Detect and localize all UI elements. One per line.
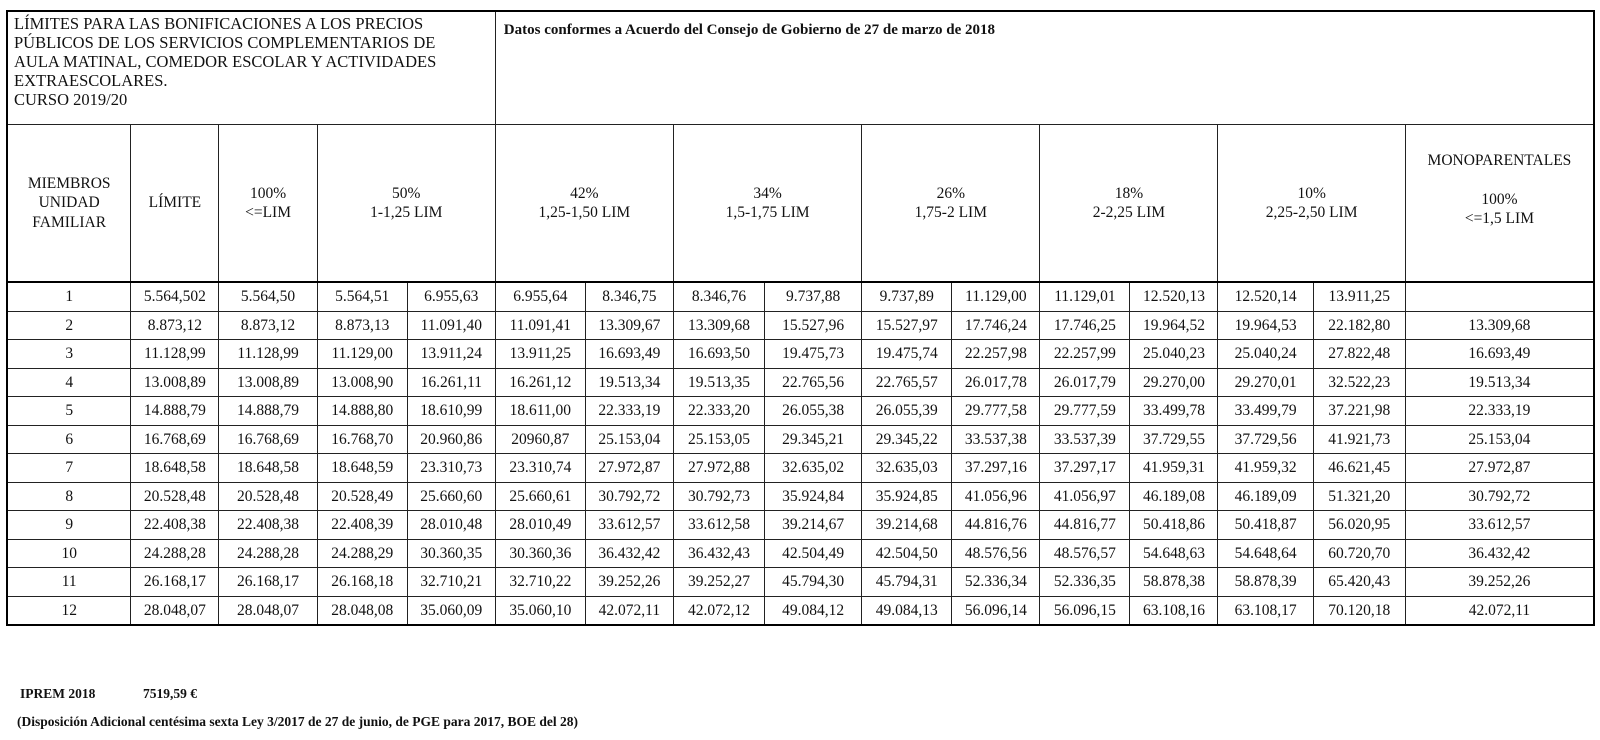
table-row (7, 454, 1594, 483)
value-cell: 8.873,12 (131, 311, 219, 340)
value-cell: 16.768,69 (131, 425, 219, 454)
header-row (7, 125, 1594, 283)
value-cell: 30.360,36 (495, 539, 585, 568)
value-cell: 20.528,49 (317, 482, 407, 511)
members-cell: 8 (7, 482, 131, 511)
value-cell: 11.128,99 (131, 340, 219, 369)
value-cell: 29.777,59 (1040, 397, 1130, 426)
value-cell: 46.621,45 (1313, 454, 1405, 483)
value-cell: 33.612,57 (585, 511, 673, 540)
value-cell: 24.288,28 (131, 539, 219, 568)
value-cell: 5.564,502 (131, 282, 219, 311)
value-cell: 30.360,35 (407, 539, 495, 568)
value-cell: 39.252,27 (673, 568, 764, 597)
value-cell: 48.576,57 (1040, 539, 1130, 568)
value-cell: 37.297,16 (952, 454, 1040, 483)
bonificaciones-table (6, 10, 1595, 626)
value-cell: 44.816,77 (1040, 511, 1130, 540)
value-cell: 26.168,17 (131, 568, 219, 597)
value-cell: 58.878,39 (1218, 568, 1313, 597)
value-cell: 26.055,39 (862, 397, 952, 426)
value-cell: 32.635,03 (862, 454, 952, 483)
value-cell: 58.878,38 (1130, 568, 1218, 597)
value-cell: 13.309,68 (1405, 311, 1594, 340)
header-pct50: 50% 1-1,25 LIM (317, 125, 495, 283)
value-cell: 13.008,89 (219, 368, 317, 397)
value-cell: 6.955,64 (495, 282, 585, 311)
members-cell: 6 (7, 425, 131, 454)
value-cell: 32.710,21 (407, 568, 495, 597)
value-cell: 41.056,96 (952, 482, 1040, 511)
value-cell: 5.564,51 (317, 282, 407, 311)
value-cell: 28.010,49 (495, 511, 585, 540)
value-cell: 13.008,89 (131, 368, 219, 397)
header-limit: LÍMITE (131, 125, 219, 283)
value-cell: 30.792,72 (585, 482, 673, 511)
value-cell: 18.648,58 (219, 454, 317, 483)
table-row (7, 282, 1594, 311)
title-row (7, 11, 1594, 125)
value-cell: 8.873,13 (317, 311, 407, 340)
value-cell: 25.660,60 (407, 482, 495, 511)
value-cell: 35.060,10 (495, 596, 585, 625)
value-cell: 11.129,00 (317, 340, 407, 369)
header-pct34: 34% 1,5-1,75 LIM (673, 125, 861, 283)
value-cell: 16.261,11 (407, 368, 495, 397)
members-cell: 12 (7, 596, 131, 625)
value-cell: 52.336,34 (952, 568, 1040, 597)
value-cell: 28.048,08 (317, 596, 407, 625)
members-cell: 9 (7, 511, 131, 540)
value-cell: 29.345,21 (765, 425, 862, 454)
value-cell: 50.418,87 (1218, 511, 1313, 540)
value-cell: 25.040,24 (1218, 340, 1313, 369)
value-cell: 18.648,59 (317, 454, 407, 483)
value-cell: 29.345,22 (862, 425, 952, 454)
value-cell: 16.693,49 (585, 340, 673, 369)
table-row (7, 568, 1594, 597)
iprem-value: 7519,59 € (143, 686, 197, 701)
table-row (7, 539, 1594, 568)
value-cell: 20.960,86 (407, 425, 495, 454)
value-cell: 50.418,86 (1130, 511, 1218, 540)
value-cell: 54.648,64 (1218, 539, 1313, 568)
value-cell: 37.729,56 (1218, 425, 1313, 454)
header-pct10: 10% 2,25-2,50 LIM (1218, 125, 1405, 283)
value-cell: 9.737,89 (862, 282, 952, 311)
value-cell: 36.432,42 (585, 539, 673, 568)
value-cell: 13.911,24 (407, 340, 495, 369)
value-cell: 12.520,14 (1218, 282, 1313, 311)
value-cell: 28.010,48 (407, 511, 495, 540)
value-cell: 15.527,96 (765, 311, 862, 340)
value-cell: 18.611,00 (495, 397, 585, 426)
value-cell: 22.257,98 (952, 340, 1040, 369)
value-cell: 11.091,40 (407, 311, 495, 340)
value-cell: 16.693,50 (673, 340, 764, 369)
value-cell: 6.955,63 (407, 282, 495, 311)
value-cell: 22.408,39 (317, 511, 407, 540)
table-row (7, 397, 1594, 426)
value-cell: 20.528,48 (219, 482, 317, 511)
value-cell: 16.693,49 (1405, 340, 1594, 369)
value-cell: 42.072,12 (673, 596, 764, 625)
value-cell: 44.816,76 (952, 511, 1040, 540)
value-cell: 19.475,74 (862, 340, 952, 369)
value-cell: 52.336,35 (1040, 568, 1130, 597)
value-cell: 28.048,07 (219, 596, 317, 625)
value-cell: 63.108,17 (1218, 596, 1313, 625)
value-cell: 54.648,63 (1130, 539, 1218, 568)
header-members: MIEMBROS UNIDAD FAMILIAR (7, 125, 131, 283)
header-pct26: 26% 1,75-2 LIM (862, 125, 1040, 283)
value-cell: 46.189,08 (1130, 482, 1218, 511)
value-cell: 27.972,87 (585, 454, 673, 483)
value-cell: 18.648,58 (131, 454, 219, 483)
value-cell: 42.504,50 (862, 539, 952, 568)
document-title: LÍMITES PARA LAS BONIFICACIONES A LOS PRECIOS PÚBLICOS DE LOS SERVICIOS COMPLEMENTARIOS DE AULA MATINAL, COMEDOR ESCOLAR Y ACTIVIDADES EXTRAESCOLARES. CURSO 2019/20 (7, 11, 495, 125)
table-row (7, 368, 1594, 397)
value-cell: 13.911,25 (1313, 282, 1405, 311)
value-cell: 22.333,19 (585, 397, 673, 426)
value-cell: 32.522,23 (1313, 368, 1405, 397)
value-cell: 63.108,16 (1130, 596, 1218, 625)
value-cell: 26.017,78 (952, 368, 1040, 397)
value-cell: 56.020,95 (1313, 511, 1405, 540)
agreement-note: Datos conformes a Acuerdo del Consejo de Gobierno de 27 de marzo de 2018 (495, 11, 1594, 125)
value-cell: 27.972,87 (1405, 454, 1594, 483)
value-cell: 12.520,13 (1130, 282, 1218, 311)
value-cell: 36.432,43 (673, 539, 764, 568)
header-monoparental: MONOPARENTALES 100% <=1,5 LIM (1405, 125, 1594, 283)
value-cell: 19.964,52 (1130, 311, 1218, 340)
members-cell: 11 (7, 568, 131, 597)
value-cell: 8.346,75 (585, 282, 673, 311)
value-cell: 33.537,39 (1040, 425, 1130, 454)
value-cell: 23.310,73 (407, 454, 495, 483)
value-cell: 32.710,22 (495, 568, 585, 597)
table-row (7, 511, 1594, 540)
value-cell: 20960,87 (495, 425, 585, 454)
value-cell: 37.729,55 (1130, 425, 1218, 454)
value-cell: 17.746,24 (952, 311, 1040, 340)
value-cell: 25.153,04 (585, 425, 673, 454)
members-cell: 10 (7, 539, 131, 568)
value-cell: 13.309,67 (585, 311, 673, 340)
value-cell: 22.765,57 (862, 368, 952, 397)
value-cell: 20.528,48 (131, 482, 219, 511)
value-cell: 45.794,30 (765, 568, 862, 597)
value-cell: 22.765,56 (765, 368, 862, 397)
value-cell: 26.168,18 (317, 568, 407, 597)
value-cell: 33.612,57 (1405, 511, 1594, 540)
value-cell: 46.189,09 (1218, 482, 1313, 511)
value-cell: 11.129,01 (1040, 282, 1130, 311)
value-cell: 25.153,05 (673, 425, 764, 454)
value-cell: 26.055,38 (765, 397, 862, 426)
value-cell: 19.513,35 (673, 368, 764, 397)
value-cell: 28.048,07 (131, 596, 219, 625)
value-cell: 27.972,88 (673, 454, 764, 483)
value-cell: 11.091,41 (495, 311, 585, 340)
value-cell: 22.257,99 (1040, 340, 1130, 369)
value-cell: 41.959,31 (1130, 454, 1218, 483)
value-cell: 18.610,99 (407, 397, 495, 426)
value-cell: 14.888,79 (219, 397, 317, 426)
table-row (7, 596, 1594, 625)
value-cell: 24.288,28 (219, 539, 317, 568)
value-cell: 42.504,49 (765, 539, 862, 568)
value-cell: 27.822,48 (1313, 340, 1405, 369)
value-cell: 26.168,17 (219, 568, 317, 597)
value-cell: 17.746,25 (1040, 311, 1130, 340)
iprem-label: IPREM 2018 (20, 686, 96, 701)
value-cell: 13.911,25 (495, 340, 585, 369)
value-cell: 16.768,69 (219, 425, 317, 454)
value-cell: 30.792,73 (673, 482, 764, 511)
value-cell: 19.475,73 (765, 340, 862, 369)
value-cell: 35.060,09 (407, 596, 495, 625)
value-cell: 56.096,14 (952, 596, 1040, 625)
value-cell: 56.096,15 (1040, 596, 1130, 625)
value-cell: 42.072,11 (585, 596, 673, 625)
value-cell: 45.794,31 (862, 568, 952, 597)
value-cell: 22.182,80 (1313, 311, 1405, 340)
value-cell: 16.261,12 (495, 368, 585, 397)
value-cell: 8.346,76 (673, 282, 764, 311)
value-cell: 42.072,11 (1405, 596, 1594, 625)
value-cell: 29.270,00 (1130, 368, 1218, 397)
value-cell: 19.513,34 (1405, 368, 1594, 397)
value-cell: 39.252,26 (585, 568, 673, 597)
value-cell: 14.888,80 (317, 397, 407, 426)
value-cell: 25.153,04 (1405, 425, 1594, 454)
value-cell: 26.017,79 (1040, 368, 1130, 397)
value-cell (1405, 282, 1594, 311)
value-cell: 33.499,78 (1130, 397, 1218, 426)
value-cell: 51.321,20 (1313, 482, 1405, 511)
value-cell: 22.333,19 (1405, 397, 1594, 426)
value-cell: 65.420,43 (1313, 568, 1405, 597)
value-cell: 19.964,53 (1218, 311, 1313, 340)
value-cell: 39.252,26 (1405, 568, 1594, 597)
value-cell: 11.129,00 (952, 282, 1040, 311)
value-cell: 41.056,97 (1040, 482, 1130, 511)
value-cell: 11.128,99 (219, 340, 317, 369)
members-cell: 5 (7, 397, 131, 426)
value-cell: 15.527,97 (862, 311, 952, 340)
members-cell: 7 (7, 454, 131, 483)
value-cell: 13.309,68 (673, 311, 764, 340)
value-cell: 25.040,23 (1130, 340, 1218, 369)
value-cell: 23.310,74 (495, 454, 585, 483)
members-cell: 3 (7, 340, 131, 369)
header-pct18: 18% 2-2,25 LIM (1040, 125, 1218, 283)
value-cell: 37.297,17 (1040, 454, 1130, 483)
value-cell: 48.576,56 (952, 539, 1040, 568)
value-cell: 39.214,67 (765, 511, 862, 540)
table-row (7, 482, 1594, 511)
value-cell: 39.214,68 (862, 511, 952, 540)
value-cell: 70.120,18 (1313, 596, 1405, 625)
value-cell: 19.513,34 (585, 368, 673, 397)
value-cell: 32.635,02 (765, 454, 862, 483)
disposicion-note: (Disposición Adicional centésima sexta Ley 3/2017 de 27 de junio, de PGE para 2017, BOE del 28) (17, 714, 579, 729)
value-cell: 30.792,72 (1405, 482, 1594, 511)
value-cell: 29.777,58 (952, 397, 1040, 426)
value-cell: 36.432,42 (1405, 539, 1594, 568)
value-cell: 49.084,12 (765, 596, 862, 625)
table-row (7, 340, 1594, 369)
value-cell: 35.924,84 (765, 482, 862, 511)
members-cell: 2 (7, 311, 131, 340)
value-cell: 37.221,98 (1313, 397, 1405, 426)
value-cell: 22.408,38 (219, 511, 317, 540)
value-cell: 13.008,90 (317, 368, 407, 397)
value-cell: 8.873,12 (219, 311, 317, 340)
value-cell: 29.270,01 (1218, 368, 1313, 397)
value-cell: 33.612,58 (673, 511, 764, 540)
value-cell: 5.564,50 (219, 282, 317, 311)
value-cell: 41.959,32 (1218, 454, 1313, 483)
value-cell: 22.333,20 (673, 397, 764, 426)
value-cell: 33.499,79 (1218, 397, 1313, 426)
value-cell: 14.888,79 (131, 397, 219, 426)
table-row (7, 425, 1594, 454)
value-cell: 41.921,73 (1313, 425, 1405, 454)
value-cell: 60.720,70 (1313, 539, 1405, 568)
table-row (7, 311, 1594, 340)
header-pct100: 100% <=LIM (219, 125, 317, 283)
value-cell: 16.768,70 (317, 425, 407, 454)
value-cell: 22.408,38 (131, 511, 219, 540)
value-cell: 24.288,29 (317, 539, 407, 568)
members-cell: 1 (7, 282, 131, 311)
value-cell: 49.084,13 (862, 596, 952, 625)
header-pct42: 42% 1,25-1,50 LIM (495, 125, 673, 283)
value-cell: 33.537,38 (952, 425, 1040, 454)
value-cell: 35.924,85 (862, 482, 952, 511)
value-cell: 9.737,88 (765, 282, 862, 311)
members-cell: 4 (7, 368, 131, 397)
value-cell: 25.660,61 (495, 482, 585, 511)
